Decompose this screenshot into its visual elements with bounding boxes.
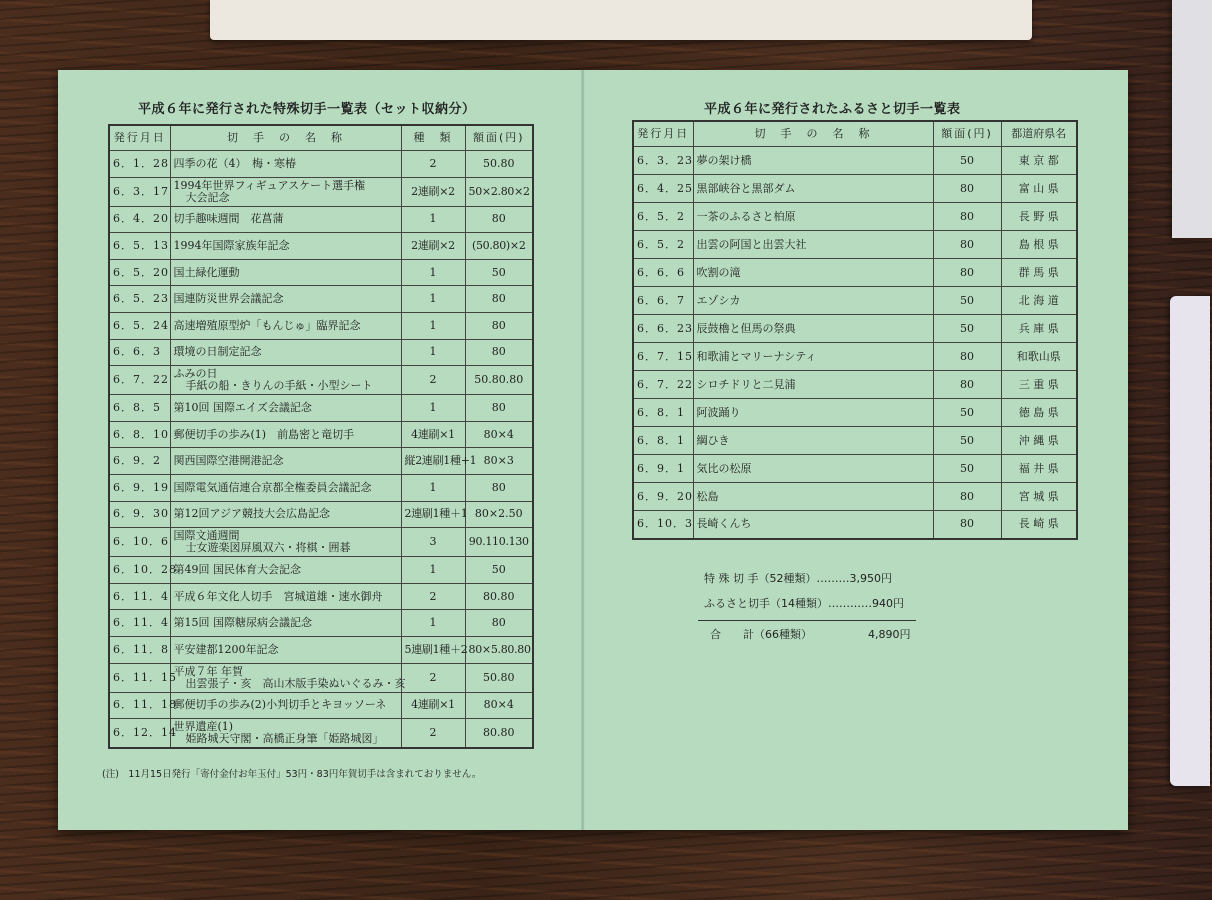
face-value-cell: 50.80: [465, 151, 533, 178]
stamp-name-cell: 長崎くんち: [693, 511, 933, 539]
stamp-name: 1994年世界フィギュアスケート選手権: [173, 178, 366, 192]
issue-date-cell: 6．9．1: [633, 455, 693, 483]
stamp-name: 第12回アジア競技大会広島記念: [173, 507, 331, 521]
prefecture-cell: 福 井 県: [1001, 455, 1077, 483]
face-value-cell: 80: [465, 286, 533, 313]
face-value-cell: 80: [465, 206, 533, 233]
issue-date-cell: 6．7．22: [109, 366, 170, 395]
background-paper-right-lower: [1170, 296, 1210, 786]
prefecture-cell: 宮 城 県: [1001, 483, 1077, 511]
background-paper-right-upper: [1172, 0, 1212, 238]
stamp-name-cell: 黒部峡谷と黒部ダム: [693, 175, 933, 203]
booklet-fold: [581, 70, 585, 830]
table-row: [109, 177, 533, 206]
table-row: [109, 395, 533, 422]
issue-date-cell: 6．10．6: [109, 528, 170, 557]
face-value-cell: 80×4: [465, 692, 533, 719]
issue-date-cell: 6．3．17: [109, 177, 170, 206]
stamp-name-cell: [170, 421, 401, 448]
header-prefecture: 都道府県名: [1001, 121, 1077, 147]
stamp-name-cell: 阿波踊り: [693, 399, 933, 427]
table-row: [109, 286, 533, 313]
stamp-name-cell: [170, 448, 401, 475]
stamp-name-cell: 綱ひき: [693, 427, 933, 455]
stamp-name: ふみの日: [173, 367, 218, 381]
stamp-name-cell: [170, 339, 401, 366]
stamp-name-detail: 士女遊楽図屏風双六・将棋・囲碁: [185, 541, 351, 555]
issue-date-cell: 6．4．20: [109, 206, 170, 233]
issue-date-cell: 6．3．23: [633, 147, 693, 175]
table-row: [633, 343, 1077, 371]
issue-date-cell: 6．12．14: [109, 719, 170, 748]
stamp-name-cell: エゾシカ: [693, 287, 933, 315]
prefecture-cell: 東 京 都: [1001, 147, 1077, 175]
stamp-name-detail: 手紙の船・きりんの手紙・小型シート: [185, 379, 373, 393]
stamp-name-cell: 出雲の阿国と出雲大社: [693, 231, 933, 259]
stamp-name: 関西国際空港開港記念: [173, 454, 284, 468]
table-row: [109, 339, 533, 366]
issue-date-cell: 6．8．5: [109, 395, 170, 422]
stamp-name: 平安建都1200年記念: [173, 642, 279, 656]
table-row: [633, 175, 1077, 203]
stamp-name: 国際文通週間: [173, 529, 240, 543]
stamp-name: 世界遺産(1): [173, 719, 234, 733]
table-header-row: [109, 125, 533, 151]
stamp-name-cell: [170, 719, 401, 748]
face-value-cell: 80: [465, 474, 533, 501]
face-value-cell: 80: [933, 203, 1001, 231]
table-row: [109, 692, 533, 719]
stamp-name: 切手趣味週間 花菖蒲: [173, 212, 284, 226]
face-value-cell: 80: [933, 175, 1001, 203]
issue-date-cell: 6．5．2: [633, 203, 693, 231]
issue-date-cell: 6．6．7: [633, 287, 693, 315]
issue-date-cell: 6．8．1: [633, 399, 693, 427]
kind-cell: 1: [401, 286, 465, 313]
furusato-stamps-table: [632, 120, 1078, 540]
header-face-value: 額面(円): [933, 121, 1001, 147]
stamp-name-cell: シロチドリと二見浦: [693, 371, 933, 399]
issue-date-cell: 6．7．22: [633, 371, 693, 399]
stamp-name: 四季の花（4） 梅・寒椿: [173, 156, 296, 170]
table-row: [633, 427, 1077, 455]
face-value-cell: 80: [933, 343, 1001, 371]
issue-date-cell: 6．9．30: [109, 501, 170, 528]
table-row: [109, 557, 533, 584]
header-name: 切 手 の 名 称: [693, 121, 933, 147]
table-row: [633, 483, 1077, 511]
summary-total-label: 合 計（66種類）: [710, 628, 812, 641]
stamp-name-cell: [170, 233, 401, 260]
issue-date-cell: 6．10．28: [109, 557, 170, 584]
stamp-name-cell: [170, 610, 401, 637]
face-value-cell: 50: [933, 427, 1001, 455]
face-value-cell: 80×4: [465, 421, 533, 448]
kind-cell: 2: [401, 663, 465, 692]
prefecture-cell: 北 海 道: [1001, 287, 1077, 315]
face-value-cell: 80: [465, 339, 533, 366]
stamp-name-cell: [170, 395, 401, 422]
prefecture-cell: 長 野 県: [1001, 203, 1077, 231]
stamp-name-cell: [170, 206, 401, 233]
face-value-cell: (50.80)×2: [465, 233, 533, 260]
furusato-stamps-title: 平成６年に発行されたふるさと切手一覧表: [704, 102, 961, 117]
summary-total-value: 4,890円: [868, 628, 911, 641]
stamp-name-detail: 大会記念: [185, 190, 230, 204]
stamp-name-cell: [170, 528, 401, 557]
issue-date-cell: 6．5．2: [633, 231, 693, 259]
kind-cell: 2連刷×2: [401, 177, 465, 206]
issue-date-cell: 6．8．1: [633, 427, 693, 455]
stamp-name-cell: [170, 286, 401, 313]
table-row: [109, 528, 533, 557]
kind-cell: 1: [401, 312, 465, 339]
kind-cell: 1: [401, 259, 465, 286]
kind-cell: 1: [401, 610, 465, 637]
stamp-name-detail: 姫路城天守閣・高橋正身筆「姫路城図」: [185, 731, 384, 745]
issue-date-cell: 6．11．8: [109, 636, 170, 663]
table-row: [109, 474, 533, 501]
table-row: [109, 663, 533, 692]
table-row: [109, 636, 533, 663]
stamp-name-cell: [170, 259, 401, 286]
stamp-name-detail: 出雲張子・亥 高山木版手染ぬいぐるみ・亥: [185, 676, 406, 690]
issue-date-cell: 6．7．15: [633, 343, 693, 371]
stamp-name-cell: 一茶のふるさと柏原: [693, 203, 933, 231]
table-row: [109, 501, 533, 528]
kind-cell: 2: [401, 583, 465, 610]
face-value-cell: 80.80: [465, 583, 533, 610]
kind-cell: 1: [401, 339, 465, 366]
table-header-row: [633, 121, 1077, 147]
issue-date-cell: 6．6．6: [633, 259, 693, 287]
stamp-name: 1994年国際家族年記念: [173, 238, 290, 252]
issue-date-cell: 6．11．18: [109, 692, 170, 719]
table-row: [633, 315, 1077, 343]
table-row: [109, 259, 533, 286]
face-value-cell: 80: [465, 312, 533, 339]
stamp-name-cell: [170, 151, 401, 178]
face-value-cell: 80×2.50: [465, 501, 533, 528]
table-row: [109, 366, 533, 395]
stamp-name-cell: [170, 501, 401, 528]
face-value-cell: 80: [933, 511, 1001, 539]
stamp-name-cell: 吹割の滝: [693, 259, 933, 287]
face-value-cell: 50×2.80×2: [465, 177, 533, 206]
face-value-cell: 80: [465, 395, 533, 422]
kind-cell: 2: [401, 719, 465, 748]
stamp-name-cell: [170, 583, 401, 610]
table-row: [633, 231, 1077, 259]
issue-date-cell: 6．9．2: [109, 448, 170, 475]
table-row: [633, 455, 1077, 483]
table-row: [109, 719, 533, 748]
stamp-name-cell: [170, 557, 401, 584]
table-row: [109, 448, 533, 475]
stamp-name: 国際電気通信連合京都全権委員会議記念: [173, 480, 372, 494]
kind-cell: 3: [401, 528, 465, 557]
footnote: (注) 11月15日発行「寄付金付お年玉付」53円・83円年賀切手は含まれておりません。: [102, 769, 482, 780]
stamp-name: 平成７年 年賀: [173, 664, 243, 678]
summary-furusato: ふるさと切手（14種類）…………940円: [704, 597, 904, 610]
background-paper-top: [210, 0, 1032, 40]
face-value-cell: 50: [933, 399, 1001, 427]
kind-cell: 1: [401, 395, 465, 422]
table-row: [109, 312, 533, 339]
issue-date-cell: 6．5．20: [109, 259, 170, 286]
stamp-name: 国土緑化運動: [173, 265, 240, 279]
table-row: [633, 371, 1077, 399]
issue-date-cell: 6．1．28: [109, 151, 170, 178]
issue-date-cell: 6．11．4: [109, 583, 170, 610]
stamp-name: 第15回 国際糖尿病会議記念: [173, 616, 312, 630]
summary-special: 特 殊 切 手（52種類）………3,950円: [704, 572, 892, 585]
kind-cell: 1: [401, 206, 465, 233]
face-value-cell: 80: [933, 371, 1001, 399]
table-row: [633, 147, 1077, 175]
stamp-name: 郵便切手の歩み(2)小判切手とキヨッソーネ: [173, 698, 387, 712]
issue-date-cell: 6．5．23: [109, 286, 170, 313]
header-date: 発行月日: [633, 121, 693, 147]
face-value-cell: 80×3: [465, 448, 533, 475]
issue-date-cell: 6．5．24: [109, 312, 170, 339]
prefecture-cell: 群 馬 県: [1001, 259, 1077, 287]
stamp-name-cell: [170, 692, 401, 719]
special-stamps-title: 平成６年に発行された特殊切手一覧表（セット収納分）: [138, 102, 476, 117]
kind-cell: 4連刷×1: [401, 692, 465, 719]
prefecture-cell: 兵 庫 県: [1001, 315, 1077, 343]
face-value-cell: 80: [465, 610, 533, 637]
stamp-name-cell: [170, 312, 401, 339]
face-value-cell: 80: [933, 259, 1001, 287]
table-row: [633, 259, 1077, 287]
stamp-name: 高速増殖原型炉「もんじゅ」臨界記念: [173, 318, 361, 332]
special-stamps-table: [108, 124, 534, 749]
stamp-name-cell: [170, 366, 401, 395]
issue-date-cell: 6．4．25: [633, 175, 693, 203]
table-row: [109, 421, 533, 448]
issue-date-cell: 6．11．4: [109, 610, 170, 637]
face-value-cell: 50: [933, 147, 1001, 175]
issue-date-cell: 6．10．3: [633, 511, 693, 539]
kind-cell: 2連刷×2: [401, 233, 465, 260]
face-value-cell: 50: [933, 315, 1001, 343]
table-row: [109, 151, 533, 178]
kind-cell: 2: [401, 151, 465, 178]
kind-cell: 2連刷1種＋1: [401, 501, 465, 528]
stamp-name: 第10回 国際エイズ会議記念: [173, 400, 312, 414]
header-date: 発行月日: [109, 125, 170, 151]
face-value-cell: 90.110.130: [465, 528, 533, 557]
face-value-cell: 50.80.80: [465, 366, 533, 395]
stamp-name-cell: 気比の松原: [693, 455, 933, 483]
stamp-list-booklet: [58, 70, 1128, 830]
table-row: [633, 399, 1077, 427]
header-face-value: 額面(円): [465, 125, 533, 151]
prefecture-cell: 徳 島 県: [1001, 399, 1077, 427]
face-value-cell: 50: [465, 259, 533, 286]
face-value-cell: 50: [465, 557, 533, 584]
table-row: [109, 610, 533, 637]
stamp-name-cell: 松島: [693, 483, 933, 511]
kind-cell: 4連刷×1: [401, 421, 465, 448]
face-value-cell: 80: [933, 483, 1001, 511]
prefecture-cell: 沖 縄 県: [1001, 427, 1077, 455]
prefecture-cell: 長 崎 県: [1001, 511, 1077, 539]
header-kind: 種 類: [401, 125, 465, 151]
issue-date-cell: 6．6．23: [633, 315, 693, 343]
stamp-name-cell: [170, 636, 401, 663]
stamp-name: 郵便切手の歩み(1) 前島密と竜切手: [173, 427, 355, 441]
table-row: [109, 206, 533, 233]
face-value-cell: 50.80: [465, 663, 533, 692]
table-row: [633, 203, 1077, 231]
stamp-name: 国連防災世界会議記念: [173, 292, 284, 306]
table-row: [109, 583, 533, 610]
face-value-cell: 80: [933, 231, 1001, 259]
stamp-name-cell: 夢の架け橋: [693, 147, 933, 175]
kind-cell: 1: [401, 474, 465, 501]
stamp-name-cell: 辰鼓櫓と但馬の祭典: [693, 315, 933, 343]
table-row: [109, 233, 533, 260]
face-value-cell: 80×5.80.80: [465, 636, 533, 663]
kind-cell: 1: [401, 557, 465, 584]
stamp-name: 環境の日制定記念: [173, 345, 262, 359]
stamp-name-cell: [170, 663, 406, 692]
issue-date-cell: 6．5．13: [109, 233, 170, 260]
issue-date-cell: 6．9．20: [633, 483, 693, 511]
summary-rule: [698, 620, 916, 621]
kind-cell: 2: [401, 366, 465, 395]
face-value-cell: 50: [933, 287, 1001, 315]
table-row: [633, 287, 1077, 315]
stamp-name-cell: [170, 474, 401, 501]
stamp-name: 第49回 国民体育大会記念: [173, 562, 301, 576]
kind-cell: 縦2連刷1種+1: [401, 448, 465, 475]
prefecture-cell: 島 根 県: [1001, 231, 1077, 259]
kind-cell: 5連刷1種＋2: [401, 636, 465, 663]
issue-date-cell: 6．11．15: [109, 663, 170, 692]
issue-date-cell: 6．8．10: [109, 421, 170, 448]
stamp-name-cell: [170, 177, 401, 206]
table-row: [633, 511, 1077, 539]
stamp-name: 平成６年文化人切手 宮城道雄・速水御舟: [173, 589, 383, 603]
face-value-cell: 50: [933, 455, 1001, 483]
face-value-cell: 80.80: [465, 719, 533, 748]
header-name: 切 手 の 名 称: [170, 125, 401, 151]
prefecture-cell: 三 重 県: [1001, 371, 1077, 399]
issue-date-cell: 6．6．3: [109, 339, 170, 366]
issue-date-cell: 6．9．19: [109, 474, 170, 501]
prefecture-cell: 富 山 県: [1001, 175, 1077, 203]
stamp-name-cell: 和歌浦とマリーナシティ: [693, 343, 933, 371]
prefecture-cell: 和歌山県: [1001, 343, 1077, 371]
